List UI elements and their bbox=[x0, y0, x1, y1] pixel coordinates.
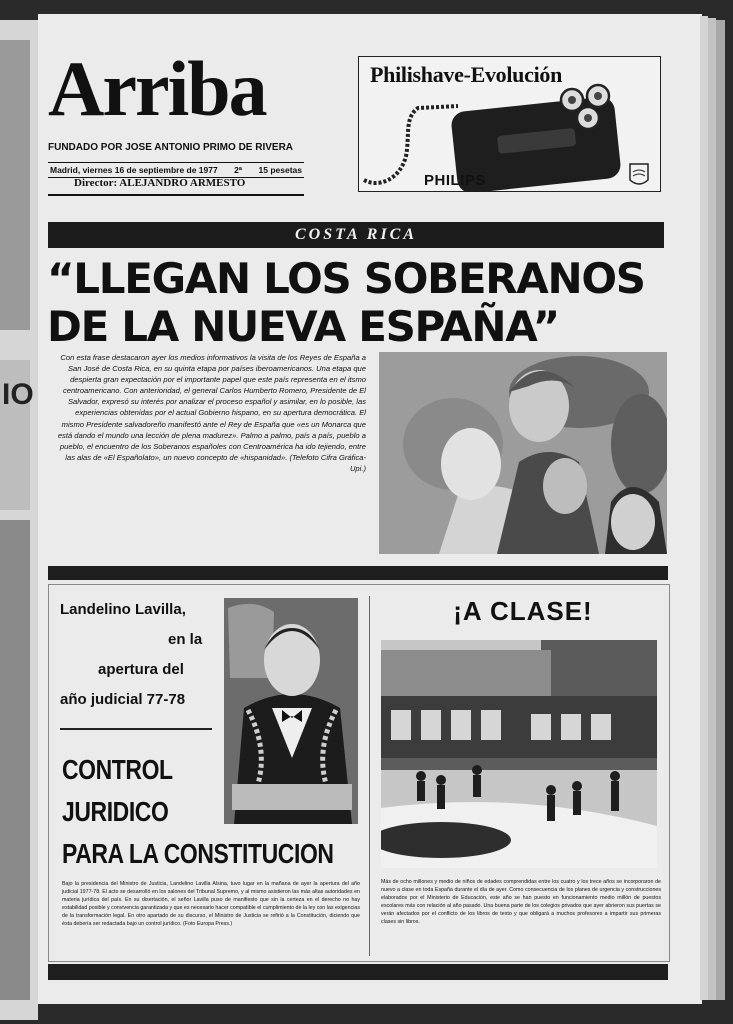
lavilla-rule bbox=[60, 728, 212, 730]
masthead-founded: FUNDADO POR JOSE ANTONIO PRIMO DE RIVERA bbox=[48, 142, 294, 153]
page-stack-edge bbox=[700, 16, 708, 1000]
left-page-number-fragment: IO bbox=[2, 378, 34, 411]
issue-price: 15 pesetas bbox=[258, 165, 302, 175]
philips-shield-icon bbox=[630, 164, 648, 184]
royal-visit-photo bbox=[379, 352, 667, 554]
masthead-rule bbox=[48, 194, 304, 196]
lavilla-story-body: Bajo la presidencia del Ministro de Justicia, Landelino Lavilla Alsina, tuvo lugar en la mañana de ayer la apertura del año judicial 1977-78. El acto se desarrolló en los salones del Tribunal Supremo, y al mismo asistieron las más altas autoridades en materia jurídica del país. En su disertación, el señor Lavilla puso de manifiesto que sin la certeza en el derecho no hay estabilidad posible y convivencia garantizada y que es necesario hacer compatible el cumplimiento de la ley con las exigencias de la transformación legal. En otro apartado de su discurso, el Ministro de Justicia se refirió a la Constitución, diciendo que ésta debería ser redactada bajo un control jurídico. (Foto Europa Press.) bbox=[62, 881, 360, 928]
lavilla-headline-line-1: Landelino Lavilla, bbox=[60, 601, 186, 618]
left-page-photo-fragment-lower bbox=[0, 520, 30, 1000]
masthead-title: Arriba bbox=[48, 45, 266, 132]
bottom-rule bbox=[48, 964, 668, 980]
lavilla-headline-line-2: en la bbox=[168, 631, 203, 648]
lavilla-headline-line-4: año judicial 77-78 bbox=[60, 691, 186, 708]
school-headline: ¡A CLASE! bbox=[453, 596, 593, 626]
ad-brand: PHILIPS bbox=[424, 172, 486, 189]
left-page-photo-fragment bbox=[0, 40, 30, 330]
page-stack-edge bbox=[708, 18, 716, 1000]
lavilla-headline-line-3: apertura del bbox=[98, 661, 184, 678]
school-photo-drawing bbox=[381, 640, 657, 868]
director-line: Director: ALEJANDRO ARMESTO bbox=[74, 177, 246, 189]
school-story-body: Más de ocho millones y medio de niños de edades comprendidas entre los cuatro y los trece años se incorporaron de nuevo a clase en toda España durante el día de ayer. Como consecuencia de los planes de urgencia y construcciones elaborados por el Ministerio de Educación, este año se han puesto en funcionamiento medio millón de puestos escolares más con relación al año pasado. Una buena parte de los colegios privados que ayer abrieron sus puertas se verán afectados por el conflicto de los libros de texto y que obligará a muchos profesores a impartir sus primeras clases sin libros. bbox=[381, 879, 661, 926]
column-divider bbox=[369, 596, 370, 956]
lead-caption: Con esta frase destacaron ayer los medios informativos la visita de los Reyes de España a San José de Costa Rica, en su quinta etapa por países iberoamericanos. Una etapa que despierta gran expectación por el importante papel que este país representa en el itsmo centroamericano. Con anterioridad, el general Carlos Humberto Romero, Presidente de El Salvador, expresó su interés por analizar el proceso español y asimilar, en lo posible, las experiencias obtenidas por el actual Gobierno hispano, en su apertura democrática. El mismo Presidente salvadoreño manifestó ante el Rey de España que «es un Monarca que está dando el mundo una lección de plena madurez». Palmo a palmo, país a país, pueblo a pueblo, el encuentro de los Soberanos españoles con Centroamérica ha ido tejiendo, entre las alas de «El Españolato», un nuevo concepto de «hispanidad». (Telefoto Cifra Gráfica-Upi.) bbox=[57, 353, 366, 473]
control-headline-line-3: PARA LA CONSTITUCION bbox=[62, 838, 334, 869]
page-stack-edge bbox=[716, 20, 725, 1000]
control-headline-line-1: CONTROL bbox=[62, 754, 173, 785]
lead-headline-line-2: DE LA NUEVA ESPAÑA” bbox=[47, 302, 559, 351]
school-photo bbox=[381, 640, 657, 868]
edition-mark: 2ª bbox=[234, 165, 243, 175]
dateline bbox=[48, 162, 304, 178]
section-kicker: COSTA RICA bbox=[48, 222, 664, 248]
royal-visit-photo-drawing bbox=[379, 352, 667, 554]
issue-date: Madrid, viernes 16 de septiembre de 1977 bbox=[50, 165, 218, 175]
section-rule bbox=[48, 566, 668, 580]
lavilla-portrait-drawing bbox=[224, 598, 358, 824]
lavilla-portrait-photo bbox=[224, 598, 358, 824]
control-headline-line-2: JURIDICO bbox=[62, 796, 169, 827]
lead-headline-line-1: “LLEGAN LOS SOBERANOS bbox=[47, 254, 645, 303]
ad-title: Philishave-Evolución bbox=[370, 62, 563, 87]
